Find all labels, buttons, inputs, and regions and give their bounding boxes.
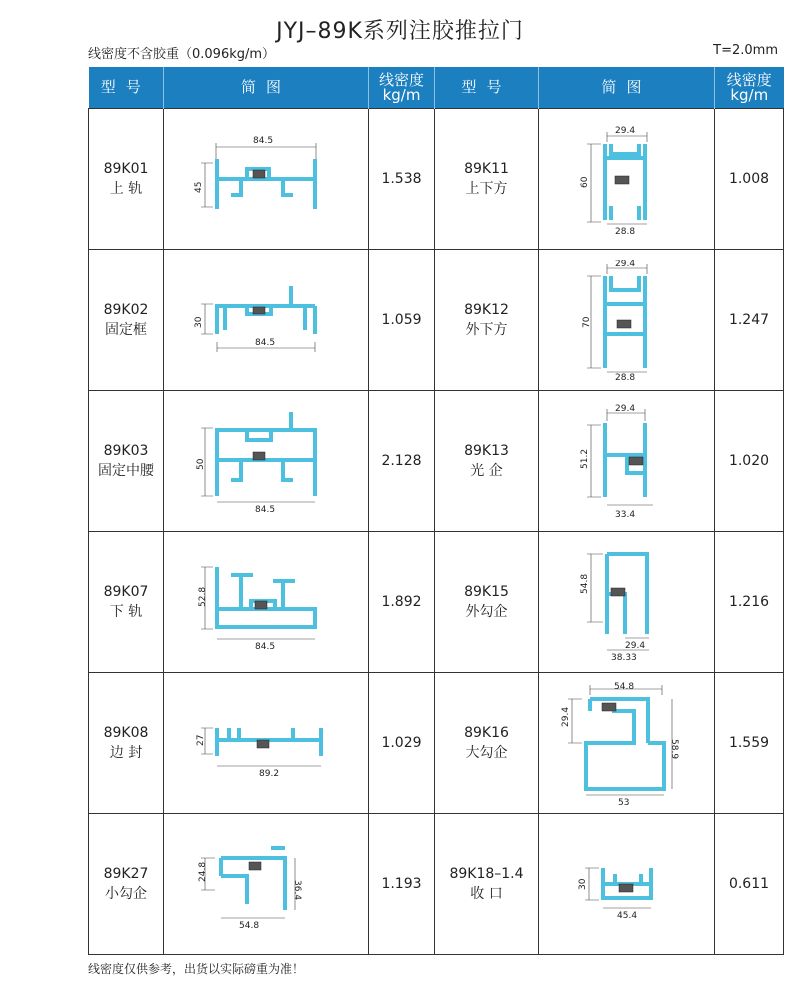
- density-value: 1.216: [715, 532, 784, 673]
- svg-text:52.8: 52.8: [198, 586, 208, 607]
- model-cell: 89K13 光 企: [435, 391, 539, 532]
- profile-drawing: [539, 250, 715, 391]
- svg-text:84.5: 84.5: [255, 505, 276, 515]
- svg-text:30: 30: [577, 878, 588, 890]
- density-value: 1.247: [715, 250, 784, 391]
- svg-text:54.8: 54.8: [239, 921, 260, 931]
- model-cell: 89K15 外勾企: [435, 532, 539, 673]
- svg-text:29.4: 29.4: [624, 641, 645, 651]
- model-cell: 89K03 固定中腰: [89, 391, 164, 532]
- svg-text:60: 60: [579, 176, 590, 188]
- density-value: 1.559: [715, 673, 784, 814]
- header-model: 型号: [435, 67, 539, 109]
- density-value: 1.059: [369, 250, 435, 391]
- profile-drawing: [164, 109, 369, 250]
- header-model: 型号: [89, 67, 164, 109]
- svg-text:29.4: 29.4: [614, 260, 635, 269]
- profile-drawing: [164, 673, 369, 814]
- density-value: 1.892: [369, 532, 435, 673]
- svg-text:89.2: 89.2: [259, 769, 280, 779]
- svg-text:45.4: 45.4: [616, 911, 637, 921]
- model-cell: 89K11 上下方: [435, 109, 539, 250]
- weight-note: 线密度不含胶重（0.096kg/m）: [88, 47, 276, 62]
- model-cell: 89K07 下 轨: [89, 532, 164, 673]
- header-figure: 简图: [164, 67, 369, 109]
- profile-drawing: [539, 109, 715, 250]
- profile-drawing: [164, 814, 369, 955]
- density-value: 0.611: [715, 814, 784, 955]
- profile-drawing: [164, 532, 369, 673]
- table-row: [89, 109, 784, 250]
- table-row: [89, 250, 784, 391]
- model-cell: 89K16 大勾企: [435, 673, 539, 814]
- wall-thickness: T=2.0mm: [713, 43, 778, 58]
- table-row: [89, 673, 784, 814]
- model-cell: 89K18–1.4 收 口: [435, 814, 539, 955]
- svg-text:30: 30: [194, 316, 204, 328]
- footer-note: 线密度仅供参考，出货以实际磅重为准！: [88, 962, 305, 976]
- density-value: 2.128: [369, 391, 435, 532]
- table-row: [89, 391, 784, 532]
- page-title: JYJ–89K系列注胶推拉门: [276, 19, 524, 44]
- table-header: [89, 67, 784, 109]
- profile-drawing: [539, 814, 715, 955]
- density-value: 1.008: [715, 109, 784, 250]
- svg-text:29.4: 29.4: [614, 126, 635, 136]
- svg-text:50: 50: [196, 458, 206, 470]
- model-cell: 89K01 上 轨: [89, 109, 164, 250]
- profile-drawing: [539, 673, 715, 814]
- svg-text:29.4: 29.4: [614, 404, 635, 414]
- svg-text:24.8: 24.8: [198, 861, 208, 882]
- svg-text:54.8: 54.8: [579, 573, 590, 594]
- svg-text:28.8: 28.8: [614, 227, 635, 234]
- density-value: 1.538: [369, 109, 435, 250]
- profile-drawing: [539, 532, 715, 673]
- svg-text:29.4: 29.4: [560, 706, 571, 727]
- header-figure: 简图: [539, 67, 715, 109]
- svg-text:84.5: 84.5: [255, 338, 276, 348]
- svg-text:53: 53: [617, 797, 629, 806]
- svg-text:28.8: 28.8: [614, 373, 635, 380]
- profile-drawing: [539, 391, 715, 532]
- density-value: 1.020: [715, 391, 784, 532]
- profile-drawing: [164, 391, 369, 532]
- model-cell: 89K02 固定框: [89, 250, 164, 391]
- svg-text:38.33: 38.33: [610, 653, 637, 662]
- svg-text:51.2: 51.2: [579, 448, 590, 469]
- svg-text:45: 45: [194, 181, 204, 193]
- svg-text:84.5: 84.5: [253, 136, 274, 146]
- profile-drawing: [164, 250, 369, 391]
- svg-text:70: 70: [581, 316, 592, 328]
- svg-text:27: 27: [196, 734, 206, 746]
- table-row: [89, 532, 784, 673]
- header-density: 线密度 kg/m: [369, 67, 435, 109]
- svg-text:84.5: 84.5: [255, 642, 276, 652]
- model-cell: 89K27 小勾企: [89, 814, 164, 955]
- model-cell: 89K08 边 封: [89, 673, 164, 814]
- model-cell: 89K12 外下方: [435, 250, 539, 391]
- profile-spec-table: [88, 67, 784, 955]
- header-density: 线密度 kg/m: [715, 67, 784, 109]
- svg-text:54.8: 54.8: [613, 681, 634, 692]
- svg-text:58.9: 58.9: [668, 738, 679, 759]
- density-value: 1.029: [369, 673, 435, 814]
- svg-text:36.4: 36.4: [292, 880, 302, 901]
- density-value: 1.193: [369, 814, 435, 955]
- table-row: [89, 814, 784, 955]
- svg-text:33.4: 33.4: [614, 510, 635, 520]
